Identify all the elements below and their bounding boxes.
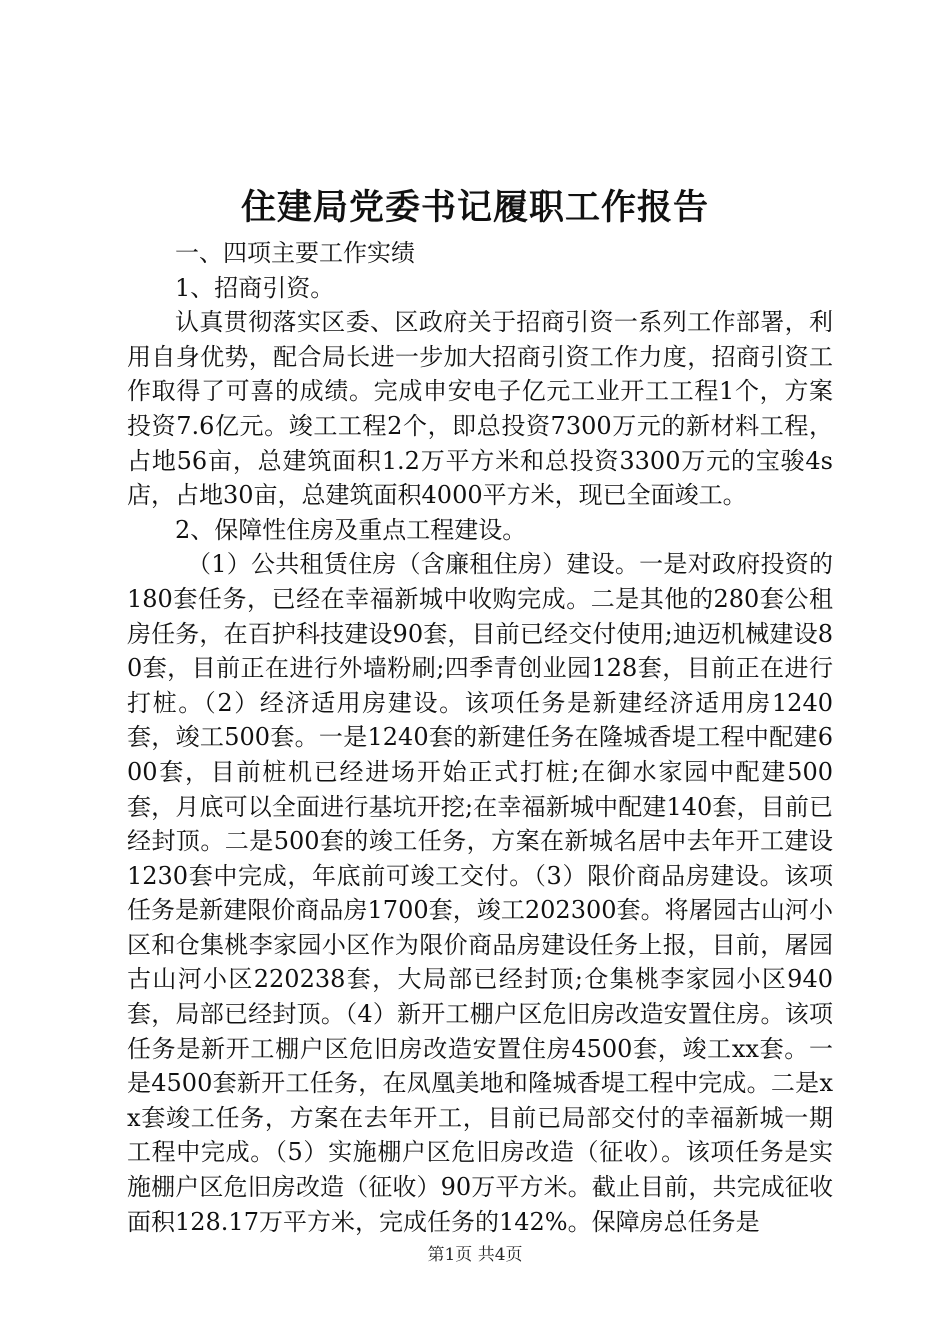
paragraph-housing: （1）公共租赁住房（含廉租住房）建设。一是对政府投资的180套任务，已经在幸福新城中收购完成。二是其他的280套公租房任务，在百护科技建设90套，目前已经交付使用;迪迈机械建设80套，目前正在进行外墙粉刷;四季青创业园128套，目前正在进行打桩。（2）经济适用房建设。该项任务是新建经济适用房1240套，竣工500套。一是1240套的新建任务在隆城香堤工程中配建600套，目前桩机已经进场开始正式打桩;在御水家园中配建500套，月底可以全面进行基坑开挖;在幸福新城中配建140套，目前已经封顶。二是500套的竣工任务，方案在新城名居中去年开工建设1230套中完成，年底前可竣工交付。（3）限价商品房建设。该项任务是新建限价商品房1700套，竣工202300套。将屠园古山河小区和仓集桃李家园小区作为限价商品房建设任务上报，目前，屠园古山河小区220238套，大局部已经封顶;仓集桃李家园小区940套，局部已经封顶。（4）新开工棚户区危旧房改造安置住房。该项任务是新开工棚户区危旧房改造安置住房4500套，竣工xx套。一是4500套新开工任务，在凤凰美地和隆城香堤工程中完成。二是xx套竣工任务，方案在去年开工，目前已局部交付的幸福新城一期工程中完成。（5）实施棚户区危旧房改造（征收）。该项任务是实施棚户区危旧房改造（征收）90万平方米。截止目前，共完成征收面积128.17万平方米，完成任务的142%。保障房总任务是 (127, 550, 833, 1236)
document-body (127, 236, 833, 1239)
subsection-heading-investment: 1、招商引资。 (175, 273, 335, 302)
page-footer (0, 1243, 950, 1267)
document-title: 住建局党委书记履职工作报告 (240, 187, 709, 228)
paragraph-investment: 认真贯彻落实区委、区政府关于招商引资一系列工作部署，利用自身优势，配合局长进一步加大招商引资工作力度，招商引资工作取得了可喜的成绩。完成申安电子亿元工业开工工程1个，方案投资7.6亿元。竣工工程2个，即总投资7300万元的新材料工程，占地56亩，总建筑面积1.2万平方米和总投资3300万元的宝骏4s店，占地30亩，总建筑面积4000平方米，现已全面竣工。 (127, 308, 833, 510)
page-number: 第1页 共4页 (427, 1245, 523, 1265)
section-heading-achievements: 一、四项主要工作实绩 (175, 239, 415, 267)
subsection-heading-housing: 2、保障性住房及重点工程建设。 (175, 515, 527, 544)
